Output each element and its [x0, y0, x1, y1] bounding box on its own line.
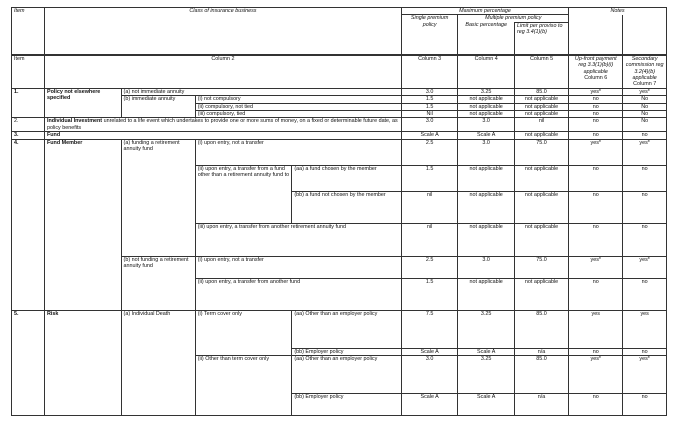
- item-2-desc: unrelated to a life event which undertakes to provide one or more sums of money, on a fixed or determinable future date, as policy benefits: [46, 118, 398, 131]
- item-2-col5: nil: [514, 118, 568, 132]
- item-5a-i-bb-col7: no: [623, 348, 667, 355]
- header-maximum-percentage: Maximum percentage: [401, 8, 568, 15]
- item-5a-ii-aa-col3: 3.0: [401, 356, 458, 394]
- item-5-number: 5.: [12, 310, 45, 415]
- item-4b-ii-col5: not applicable: [514, 278, 568, 310]
- item-4a-i-col3: 2.5: [401, 139, 458, 165]
- item-5a-i-label: (i) Term cover only: [195, 310, 292, 355]
- item-4a-ii-bb-col6: no: [569, 191, 623, 223]
- item-1b-ii-col3: 1.5: [401, 103, 458, 110]
- item-1b-ii-col7: No: [623, 103, 667, 110]
- item-5a-i-bb-col5: n/a: [514, 348, 568, 355]
- item-5a-ii-aa-label: (aa) Other than an employer policy: [292, 356, 402, 394]
- item-2-label: Individual Investment: [46, 118, 103, 125]
- item-5a-ii-aa-col6: yes*: [569, 356, 623, 394]
- item-5a-i-aa-col6: yes: [569, 310, 623, 348]
- item-5a-i-bb-label: (bb) Employer policy: [292, 348, 402, 355]
- item-4a-iii-col4: not applicable: [458, 223, 515, 256]
- item-1b-i-label: (i) not compulsory: [195, 96, 401, 103]
- item-4a-iii-col3: nil: [401, 223, 458, 256]
- item-4a-i-col6: yes*: [569, 139, 623, 165]
- item-4b-ii-col7: no: [623, 278, 667, 310]
- item-1b-ii-col4: not applicable: [458, 103, 515, 110]
- item-4a-iii-label: (iii) upon entry, a transfer from another retirement annuity fund: [195, 223, 401, 256]
- header-multiple-premium: Multiple premium policy: [458, 15, 569, 22]
- colrow-column3: Column 3: [401, 55, 458, 88]
- item-4a-label: (a) funding a retirement annuity fund: [121, 139, 195, 256]
- item-2-col3: 3.0: [401, 118, 458, 132]
- item-3-col7: no: [623, 132, 667, 139]
- item-1-col7: yes*: [623, 88, 667, 95]
- item-5a-i-bb-col6: no: [569, 348, 623, 355]
- item-1-col6: yes*: [569, 88, 623, 95]
- item-1a-label: (a) not immediate annuity: [121, 88, 401, 95]
- item-4a-ii-aa-label: (aa) a fund chosen by the member: [292, 165, 402, 191]
- header-limit-per-proviso: Limit per proviso to reg 3.4(1)(b): [514, 22, 568, 54]
- item-5a-ii-bb-col6: no: [569, 394, 623, 416]
- item-2-col4: 3.0: [458, 118, 515, 132]
- item-4a-ii-bb-col5: not applicable: [514, 191, 568, 223]
- item-4a-ii-bb-col3: nil: [401, 191, 458, 223]
- item-5a-ii-bb-col4: Scale A: [458, 394, 515, 416]
- item-4a-ii-aa-col3: 1.5: [401, 165, 458, 191]
- item-4a-ii-aa-col7: no: [623, 165, 667, 191]
- item-4a-i-label: (i) upon entry, not a transfer: [195, 139, 401, 165]
- item-5-label: Risk: [44, 310, 121, 415]
- item-4b-label: (b) not funding a retirement annuity fund: [121, 256, 195, 310]
- item-5a-i-bb-col3: Scale A: [401, 348, 458, 355]
- item-5a-label: (a) Individual Death: [121, 310, 195, 415]
- item-3-number: 3.: [12, 132, 45, 139]
- header-class-of-business: Class of insurance business: [44, 8, 401, 55]
- item-1b-iii-col6: no: [569, 111, 623, 118]
- item-5a-ii-aa-col4: 3.25: [458, 356, 515, 394]
- item-1b-label: (b) immediate annuity: [121, 96, 195, 118]
- header-notes: Notes: [569, 8, 667, 15]
- item-4-label: Fund Member: [44, 139, 121, 310]
- item-3-col4: Scale A: [458, 132, 515, 139]
- item-1b-iii-col5: not applicable: [514, 111, 568, 118]
- item-1-number: 1.: [12, 88, 45, 118]
- header-item: Item: [12, 8, 45, 55]
- item-5a-i-bb-col4: Scale A: [458, 348, 515, 355]
- item-4b-i-col3: 2.5: [401, 256, 458, 278]
- item-2-description: [44, 118, 401, 132]
- colrow-item: Item: [12, 55, 45, 88]
- item-1b-ii-col5: not applicable: [514, 103, 568, 110]
- item-4a-iii-col5: not applicable: [514, 223, 568, 256]
- item-1b-i-col4: not applicable: [458, 96, 515, 103]
- item-4b-i-label: (i) upon entry, not a transfer: [195, 256, 401, 278]
- item-4a-ii-bb-col4: not applicable: [458, 191, 515, 223]
- item-4b-ii-label: (ii) upon entry, a transfer from another fund: [195, 278, 401, 310]
- item-3-col3: Scale A: [401, 132, 458, 139]
- item-4a-ii-aa-col6: no: [569, 165, 623, 191]
- item-4b-ii-col4: not applicable: [458, 278, 515, 310]
- item-5a-i-aa-col3: 7.5: [401, 310, 458, 348]
- colrow-column2: Column 2: [44, 55, 401, 88]
- item-1-label: Policy not elsewhere specified: [44, 88, 121, 118]
- item-4b-i-col7: yes*: [623, 256, 667, 278]
- item-1b-i-col6: no: [569, 96, 623, 103]
- header-secondary-commission: Secondary commission reg 3.2(4)(b) applicable: [625, 55, 664, 82]
- item-3-col5: not applicable: [514, 132, 568, 139]
- item-5a-i-aa-col5: 85.0: [514, 310, 568, 348]
- header-basic-percentage: Basic percentage: [458, 22, 515, 54]
- item-4-number: 4.: [12, 139, 45, 310]
- item-5a-i-aa-label: (aa) Other than an employer policy: [292, 310, 402, 348]
- item-1b-ii-col6: no: [569, 103, 623, 110]
- item-1b-i-col3: 1.5: [401, 96, 458, 103]
- item-1b-iii-col4: not applicable: [458, 111, 515, 118]
- item-4b-ii-col6: no: [569, 278, 623, 310]
- item-4a-ii-aa-col5: not applicable: [514, 165, 568, 191]
- item-5a-ii-bb-col5: n/a: [514, 394, 568, 416]
- item-5a-ii-aa-col5: 85.0: [514, 356, 568, 394]
- item-4b-i-col4: 3.0: [458, 256, 515, 278]
- item-4a-ii-bb-col7: no: [623, 191, 667, 223]
- item-5a-ii-aa-col7: yes*: [623, 356, 667, 394]
- item-4a-ii-bb-label: (bb) a fund not chosen by the member: [292, 191, 402, 223]
- item-1b-ii-label: (ii) compulsory, not tied: [195, 103, 401, 110]
- colrow-column5: Column 5: [514, 55, 568, 88]
- item-4a-iii-col6: no: [569, 223, 623, 256]
- item-5a-ii-bb-label: (bb) Employer policy: [292, 394, 402, 416]
- item-1b-i-col5: not applicable: [514, 96, 568, 103]
- item-4a-iii-col7: no: [623, 223, 667, 256]
- item-1-col3: 3.0: [401, 88, 458, 95]
- item-3-col6: no: [569, 132, 623, 139]
- item-5a-ii-label: (ii) Other than term cover only: [195, 356, 292, 416]
- item-3-label: Fund: [44, 132, 401, 139]
- item-5a-ii-bb-col3: Scale A: [401, 394, 458, 416]
- item-4a-ii-label: (ii) upon entry, a transfer from a fund other than a retirement annuity fund to: [195, 165, 292, 223]
- item-1b-i-col7: No: [623, 96, 667, 103]
- colrow-column6: Column 6: [584, 75, 608, 82]
- item-4a-ii-aa-col4: not applicable: [458, 165, 515, 191]
- item-5a-i-aa-col4: 3.25: [458, 310, 515, 348]
- item-2-col6: no: [569, 118, 623, 132]
- insurance-commission-table: [11, 7, 667, 416]
- item-1b-iii-col3: Nil: [401, 111, 458, 118]
- header-single-premium: Single premium policy: [401, 15, 458, 54]
- item-4a-i-col7: yes*: [623, 139, 667, 165]
- colrow-column4: Column 4: [458, 55, 515, 88]
- colrow-column7: Column 7: [633, 81, 657, 88]
- item-1b-iii-col7: No: [623, 111, 667, 118]
- item-4b-i-col5: 75.0: [514, 256, 568, 278]
- item-4a-i-col4: 3.0: [458, 139, 515, 165]
- item-1-col4: 3.25: [458, 88, 515, 95]
- item-2-number: 2.: [12, 118, 45, 132]
- header-upfront-payment: Up-front payment reg 3.3(1)(b)(i) applicable: [574, 55, 617, 75]
- item-4b-i-col6: yes*: [569, 256, 623, 278]
- item-2-col7: No: [623, 118, 667, 132]
- item-1-col5: 85.0: [514, 88, 568, 95]
- item-4b-ii-col3: 1.5: [401, 278, 458, 310]
- item-4a-i-col5: 75.0: [514, 139, 568, 165]
- item-5a-ii-bb-col7: no: [623, 394, 667, 416]
- item-5a-i-aa-col7: yes: [623, 310, 667, 348]
- item-1b-iii-label: (iii) compulsory, tied: [195, 111, 401, 118]
